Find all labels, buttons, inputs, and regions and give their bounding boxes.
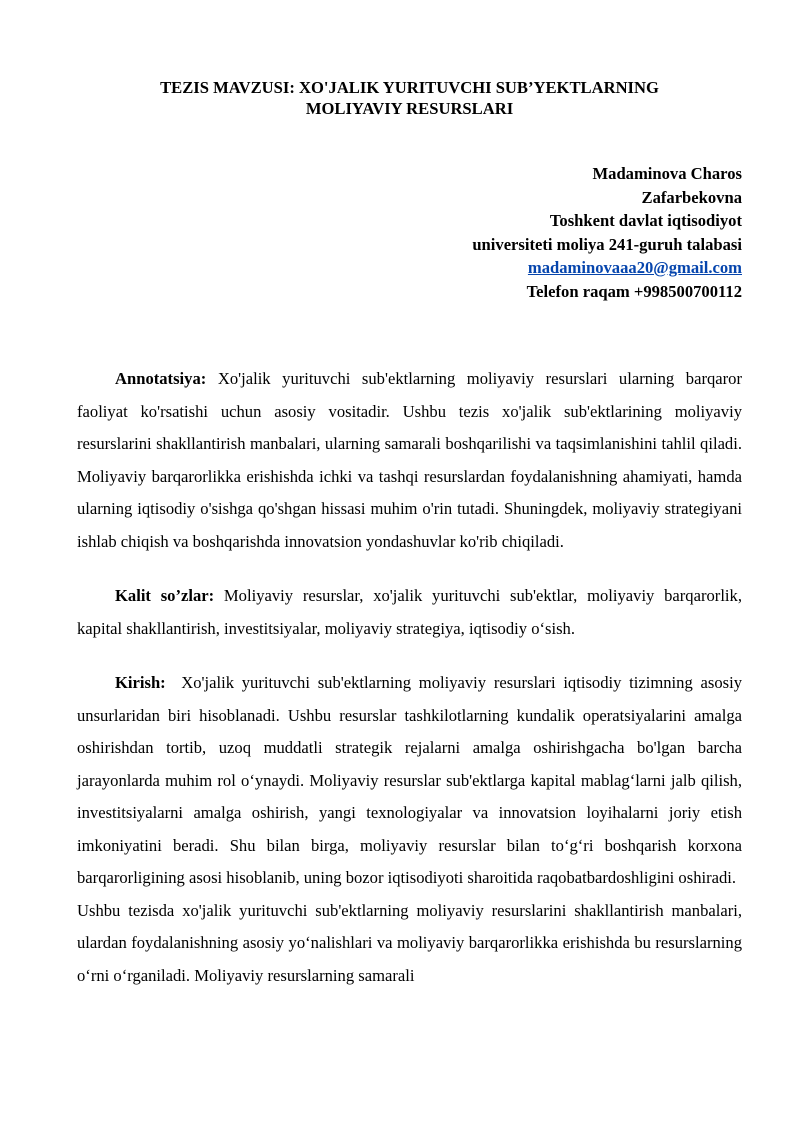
abstract-text: Xo'jalik yurituvchi sub'ektlarning moliyaviy resurslari ularning barqaror faoliyat ko'rsatishi uchun asosiy vositadir. Ushbu tezis xo'jalik sub'ektlarining moliyaviy resurslarini shakllantirish manbalari, ularning samarali boshqarilishi va taqsimlanishini tahlil qiladi. Moliyaviy barqarorlikka erishishda ichki va tashqi resurslardan foydalanishning ahamiyati, hamda ularning iqtisodiy o'sishga qo'shgan hissasi muhim o'rin tutadi. Shuningdek, moliyaviy strategiyani ishlab chiqish va boshqarishda innovatsion yondashuvlar ko'rib chiqiladi. <box>77 369 742 551</box>
author-info <box>77 162 742 303</box>
author-name-line-1: Madaminova Charos <box>592 164 742 183</box>
introduction-paragraph <box>77 667 742 895</box>
title-line-1: TEZIS MAVZUSI: XO'JALIK YURITUVCHI SUB’YEKTLARNING <box>160 78 659 97</box>
paper-title <box>77 0 742 119</box>
keywords-label: Kalit so’zlar: <box>115 586 215 605</box>
abstract-paragraph <box>77 363 742 558</box>
introduction-paragraph-2: Ushbu tezisda xo'jalik yurituvchi sub'ektlarning moliyaviy resurslarini shakllantirish manbalari, ulardan foydalanishning asosiy yo‘nalishlari va moliyaviy barqarorlikka erishishda bu resurslarning o‘rni o‘rganiladi. Moliyaviy resurslarning samarali <box>77 900 742 985</box>
author-name-line-2: Zafarbekovna <box>641 187 742 207</box>
author-email-link[interactable]: madaminovaaa20@gmail.com <box>527 258 742 277</box>
author-email-line <box>77 256 742 280</box>
keywords-paragraph <box>77 580 742 645</box>
author-affiliation-line-2: universiteti moliya 241-guruh talabasi <box>472 234 742 254</box>
abstract-label: Annotatsiya: <box>115 369 207 388</box>
author-affiliation-line-1: Toshkent davlat iqtisodiyot <box>549 211 742 230</box>
introduction-label: Kirish: <box>115 673 166 692</box>
keywords-text: Moliyaviy resurslar, xo'jalik yurituvchi sub'ektlar, moliyaviy barqarorlik, kapital shakllantirish, investitsiyalar, moliyaviy strategiya, iqtisodiy o‘sish. <box>77 586 742 638</box>
title-line-2: MOLIYAVIY RESURSLARI <box>305 99 514 118</box>
author-phone: Telefon raqam +998500700112 <box>526 281 742 301</box>
introduction-text: Xo'jalik yurituvchi sub'ektlarning moliyaviy resurslari iqtisodiy tizimning asosiy unsurlaridan biri hisoblanadi. Ushbu resurslar tashkilotlarning kundalik operatsiyalarini amalga oshirishdan tortib, uzoq muddatli strategik rejalarni amalga oshirishgacha bo'lgan barcha jarayonlarda muhim rol o‘ynaydi. Moliyaviy resurslar sub'ektlarga kapital mablag‘larni jalb qilish, investitsiyalarni amalga oshirish, yangi texnologiyalar va innovatsion loyihalarni joriy etish imkoniyatini beradi. Shu bilan birga, moliyaviy resurslar bilan to‘g‘ri boshqarish korxona barqarorligining asosi hisoblanib, uning bozor iqtisodiyoti sharoitida raqobatbardoshligini oshiradi. <box>77 673 743 887</box>
